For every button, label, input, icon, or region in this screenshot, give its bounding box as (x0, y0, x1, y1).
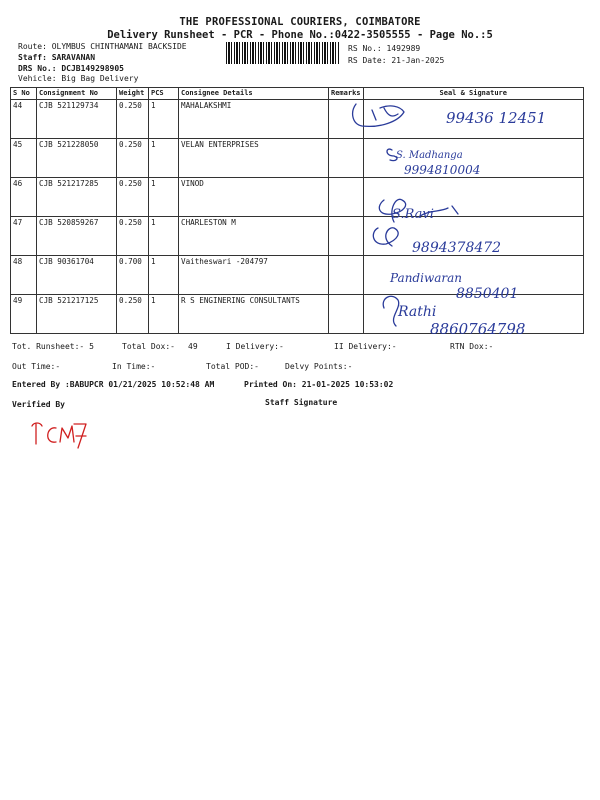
phone-handwriting-48: 8850401 (456, 286, 519, 302)
row-remarks (329, 256, 364, 295)
row-consignment: CJB 521129734 (37, 100, 117, 139)
table-row (11, 217, 584, 256)
verified-by-label: Verified By (12, 400, 65, 409)
total-dox-label: Total Dox:- (122, 342, 175, 351)
row-weight: 0.250 (117, 217, 149, 256)
vehicle-text: Vehicle: Big Bag Delivery (18, 74, 139, 83)
name-handwriting-45: S. Madhanga (396, 150, 463, 161)
out-time-label: Out Time:- (12, 362, 61, 371)
name-handwriting-48: Pandiwaran (390, 271, 462, 285)
row-signature (363, 217, 583, 256)
row-consignment: CJB 520859267 (37, 217, 117, 256)
row-signature (363, 256, 583, 295)
row-weight: 0.250 (117, 139, 149, 178)
note-stroke-t (32, 423, 42, 444)
col-signature: Seal & Signature (363, 88, 583, 100)
total-dox-value: 49 (188, 342, 198, 351)
row-weight: 0.250 (117, 295, 149, 334)
col-consignee: Consignee Details (179, 88, 329, 100)
phone-handwriting-44: 99436 12451 (446, 109, 547, 127)
rtn-dox-label: RTN Dox:- (450, 342, 494, 351)
phone-handwriting-47: 9894378472 (412, 240, 502, 256)
company-name: THE PROFESSIONAL COURIERS, COIMBATORE (179, 16, 421, 28)
row-sno: 46 (11, 178, 37, 217)
phone-handwriting-45: 9994810004 (404, 163, 481, 177)
row-weight: 0.250 (117, 100, 149, 139)
printed-on: Printed On: 21-01-2025 10:53:02 (244, 380, 394, 389)
handwritten-note-mark (30, 412, 90, 462)
table-row (11, 295, 584, 334)
row-consignee: VELAN ENTERPRISES (179, 139, 329, 178)
col-weight: Weight (117, 88, 149, 100)
row-pcs: 1 (149, 178, 179, 217)
table-row (11, 178, 584, 217)
table-row (11, 256, 584, 295)
col-sno: S No (11, 88, 37, 100)
i-delivery-label: I Delivery:- (226, 342, 284, 351)
row-consignment: CJB 521228050 (37, 139, 117, 178)
route-text: Route: OLYMBUS CHINTHAMANI BACKSIDE (18, 42, 187, 51)
row-pcs: 1 (149, 256, 179, 295)
row-pcs: 1 (149, 217, 179, 256)
row-remarks (329, 217, 364, 256)
row-weight: 0.250 (117, 178, 149, 217)
table-row (11, 100, 584, 139)
phone-handwriting-49: 8860764798 (430, 320, 526, 338)
entered-by: Entered By :BABUPCR 01/21/2025 10:52:48 AM (12, 380, 215, 389)
row-remarks (329, 100, 364, 139)
rs-number: RS No.: 1492989 (348, 44, 421, 53)
col-remarks: Remarks (329, 88, 364, 100)
staff-signature-label: Staff Signature (265, 398, 338, 407)
runsheet-subtitle: Delivery Runsheet - PCR - Phone No.:0422-3505555 - Page No.:5 (107, 29, 493, 41)
row-consignee: R S ENGINERING CONSULTANTS (179, 295, 329, 334)
col-consignment: Consignment No (37, 88, 117, 100)
row-signature (363, 178, 583, 217)
note-stroke-7 (74, 424, 86, 448)
row-sno: 49 (11, 295, 37, 334)
row-sno: 48 (11, 256, 37, 295)
table-row (11, 139, 584, 178)
row-remarks (329, 178, 364, 217)
row-pcs: 1 (149, 100, 179, 139)
name-handwriting-49: Rathi (398, 304, 437, 320)
runsheet-table (10, 87, 584, 334)
col-pcs: PCS (149, 88, 179, 100)
note-stroke-m (60, 426, 74, 442)
row-consignment: CJB 521217125 (37, 295, 117, 334)
row-sno: 47 (11, 217, 37, 256)
name-handwriting-47: S.Ravi (392, 207, 434, 222)
total-pod-label: Total POD:- (206, 362, 259, 371)
row-sno: 45 (11, 139, 37, 178)
drs-number: DRS No.: DCJB149298905 (18, 64, 124, 73)
row-consignee: Vaitheswari -204797 (179, 256, 329, 295)
row-consignee: VINOD (179, 178, 329, 217)
rs-date: RS Date: 21-Jan-2025 (348, 56, 445, 65)
note-stroke-c (48, 428, 56, 442)
barcode-image (226, 42, 340, 64)
row-remarks (329, 295, 364, 334)
row-sno: 44 (11, 100, 37, 139)
delivery-points-label: Delvy Points:- (285, 362, 353, 371)
row-remarks (329, 139, 364, 178)
row-signature (363, 295, 583, 334)
row-pcs: 1 (149, 295, 179, 334)
in-time-label: In Time:- (112, 362, 156, 371)
row-weight: 0.700 (117, 256, 149, 295)
row-consignee: MAHALAKSHMI (179, 100, 329, 139)
row-consignee: CHARLESTON M (179, 217, 329, 256)
row-signature (363, 139, 583, 178)
ii-delivery-label: II Delivery:- (334, 342, 397, 351)
row-consignment: CJB 90361704 (37, 256, 117, 295)
row-consignment: CJB 521217285 (37, 178, 117, 217)
table-header-row (11, 88, 584, 100)
row-signature (363, 100, 583, 139)
row-pcs: 1 (149, 139, 179, 178)
total-runsheet: Tot. Runsheet:- 5 (12, 342, 94, 351)
staff-text: Staff: SARAVANAN (18, 53, 96, 62)
